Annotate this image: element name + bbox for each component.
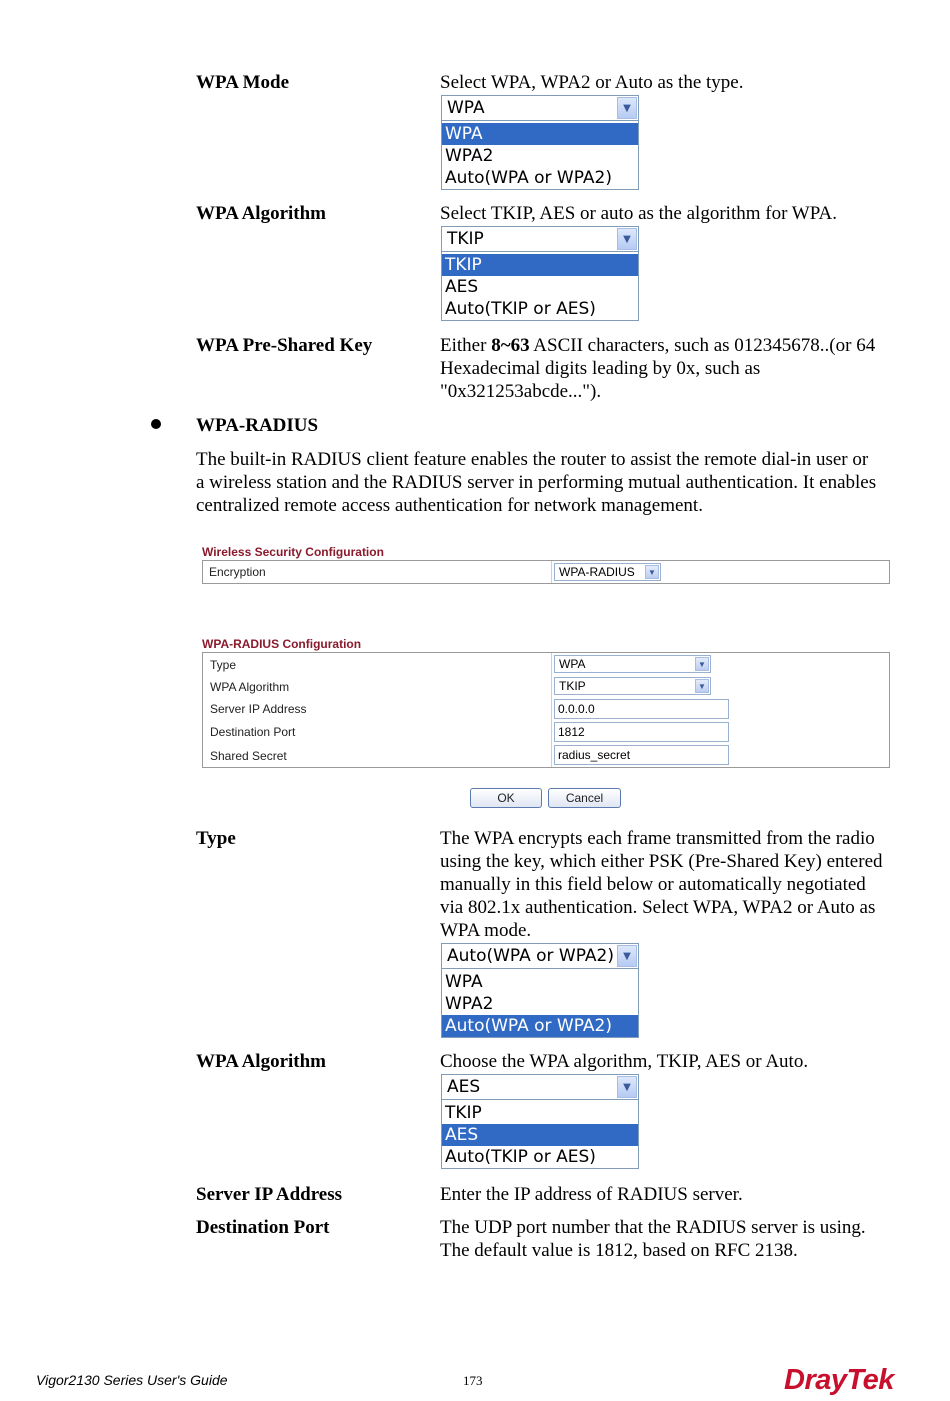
type-desc: [440, 827, 920, 942]
type-term: Type: [196, 828, 236, 849]
cancel-button[interactable]: Cancel: [548, 788, 621, 808]
para-line: a wireless station and the RADIUS server in performing mutual authentication. It enables: [196, 472, 877, 493]
chevron-down-icon[interactable]: ▼: [617, 228, 637, 250]
divider: [551, 653, 552, 767]
footer-guide-title: Vigor2130 Series User's Guide: [36, 1372, 228, 1388]
chevron-down-icon[interactable]: ▼: [645, 565, 659, 579]
psk-desc-line3: "0x321253abcde...").: [440, 381, 602, 402]
shared-secret-input[interactable]: radius_secret: [554, 745, 729, 765]
algo-dd-select[interactable]: [441, 1074, 639, 1100]
dropdown-option[interactable]: WPA: [445, 972, 483, 992]
wireless-security-panel: [202, 560, 890, 584]
type-label: Type: [210, 658, 237, 672]
dropdown-option[interactable]: WPA2: [445, 146, 494, 166]
dropdown-option[interactable]: Auto(TKIP or AES): [445, 299, 596, 319]
para-line: The built-in RADIUS client feature enables the router to assist the remote dial-in user or: [196, 449, 869, 470]
wpa-mode-options: [441, 121, 639, 190]
algo-dropdown[interactable]: [441, 1074, 639, 1169]
chevron-down-icon[interactable]: ▼: [617, 97, 637, 119]
psk-desc-line2: Hexadecimal digits leading by 0x, such as: [440, 358, 761, 379]
desc-line: The default value is 1812, based on RFC 2138.: [440, 1240, 798, 1261]
draytek-logo: [784, 1364, 894, 1397]
encryption-select[interactable]: [554, 563, 661, 581]
divider: [551, 561, 552, 583]
type-dropdown[interactable]: [441, 943, 639, 1038]
desc-line: via 802.1x authentication. Select WPA, WPA2 or Auto as: [440, 897, 876, 918]
encryption-label: Encryption: [209, 565, 266, 579]
psk-desc-after: ASCII characters, such as 012345678..(or 64: [529, 335, 876, 356]
algorithm-label: WPA Algorithm: [210, 680, 290, 694]
type-value: WPA: [559, 657, 586, 671]
logo-part-b: Tek: [846, 1364, 894, 1396]
dropdown-option[interactable]: WPA2: [445, 994, 494, 1014]
dropdown-option[interactable]: Auto(TKIP or AES): [445, 1147, 596, 1167]
type-dd-options: [441, 969, 639, 1038]
wpa-psk-term: WPA Pre-Shared Key: [196, 335, 373, 356]
dropdown-option[interactable]: Auto(WPA or WPA2): [445, 168, 612, 188]
server-ip-term: Server IP Address: [196, 1184, 343, 1205]
type-dd-selected: Auto(WPA or WPA2): [447, 946, 614, 966]
dropdown-option[interactable]: Auto(WPA or WPA2): [442, 1015, 638, 1037]
wpa-algorithm-selected: TKIP: [447, 229, 484, 249]
encryption-value: WPA-RADIUS: [559, 565, 635, 579]
wpa-mode-desc: Select WPA, WPA2 or Auto as the type.: [440, 72, 744, 93]
radius-config-panel: [202, 652, 890, 768]
wpa-psk-desc: [440, 334, 920, 403]
type-dd-select[interactable]: [441, 943, 639, 969]
server-ip-label: Server IP Address: [210, 702, 307, 716]
psk-desc-before: Either: [440, 335, 492, 356]
bullet-icon: [151, 419, 161, 429]
algo-term: WPA Algorithm: [196, 1051, 327, 1072]
algorithm-select[interactable]: [554, 677, 711, 695]
wpa-algorithm-dropdown[interactable]: [441, 226, 639, 321]
psk-desc-bold: 8~63: [491, 335, 530, 356]
desc-line: The WPA encrypts each frame transmitted from the radio: [440, 828, 875, 849]
wpa-algorithm-select[interactable]: [441, 226, 639, 252]
dropdown-option[interactable]: WPA: [442, 123, 638, 145]
dest-port-term: Destination Port: [196, 1217, 330, 1238]
type-select[interactable]: [554, 655, 711, 673]
wpa-mode-dropdown[interactable]: [441, 95, 639, 190]
dropdown-option[interactable]: AES: [442, 1124, 638, 1146]
dest-port-desc: [440, 1216, 920, 1262]
shared-secret-label: Shared Secret: [210, 749, 287, 763]
desc-line: manually in this field below or automatically negotiated: [440, 874, 866, 895]
radius-config-title: WPA-RADIUS Configuration: [202, 637, 362, 651]
chevron-down-icon[interactable]: ▼: [617, 1076, 637, 1098]
chevron-down-icon[interactable]: ▼: [617, 945, 637, 967]
destination-port-input[interactable]: 1812: [554, 722, 729, 742]
destination-port-label: Destination Port: [210, 725, 296, 739]
chevron-down-icon[interactable]: ▼: [695, 657, 709, 671]
ok-button[interactable]: OK: [470, 788, 542, 808]
wpa-algorithm-desc: Select TKIP, AES or auto as the algorithm for WPA.: [440, 203, 838, 224]
desc-line: WPA mode.: [440, 920, 532, 941]
wpa-mode-selected: WPA: [447, 98, 485, 118]
dropdown-option[interactable]: TKIP: [442, 254, 638, 276]
wpa-mode-term: WPA Mode: [196, 72, 290, 93]
server-ip-input[interactable]: 0.0.0.0: [554, 699, 729, 719]
wpa-algorithm-options: [441, 252, 639, 321]
desc-line: using the key, which either PSK (Pre-Shared Key) entered: [440, 851, 883, 872]
logo-part-a: Dray: [784, 1364, 847, 1396]
wpa-radius-heading: WPA-RADIUS: [196, 415, 319, 436]
algo-dd-selected: AES: [447, 1077, 481, 1097]
wireless-security-title: Wireless Security Configuration: [202, 545, 384, 559]
server-ip-desc: Enter the IP address of RADIUS server.: [440, 1184, 743, 1205]
algorithm-value: TKIP: [559, 679, 586, 693]
dropdown-option[interactable]: AES: [445, 277, 479, 297]
wpa-algorithm-term: WPA Algorithm: [196, 203, 327, 224]
para-line: centralized remote access authentication for network management.: [196, 495, 703, 516]
algo-desc: Choose the WPA algorithm, TKIP, AES or Auto.: [440, 1051, 809, 1072]
desc-line: The UDP port number that the RADIUS server is using.: [440, 1217, 866, 1238]
page-number: 173: [463, 1373, 483, 1388]
wpa-radius-paragraph: [196, 448, 916, 517]
algo-dd-options: [441, 1100, 639, 1169]
wpa-mode-select[interactable]: [441, 95, 639, 121]
chevron-down-icon[interactable]: ▼: [695, 679, 709, 693]
dropdown-option[interactable]: TKIP: [445, 1103, 482, 1123]
